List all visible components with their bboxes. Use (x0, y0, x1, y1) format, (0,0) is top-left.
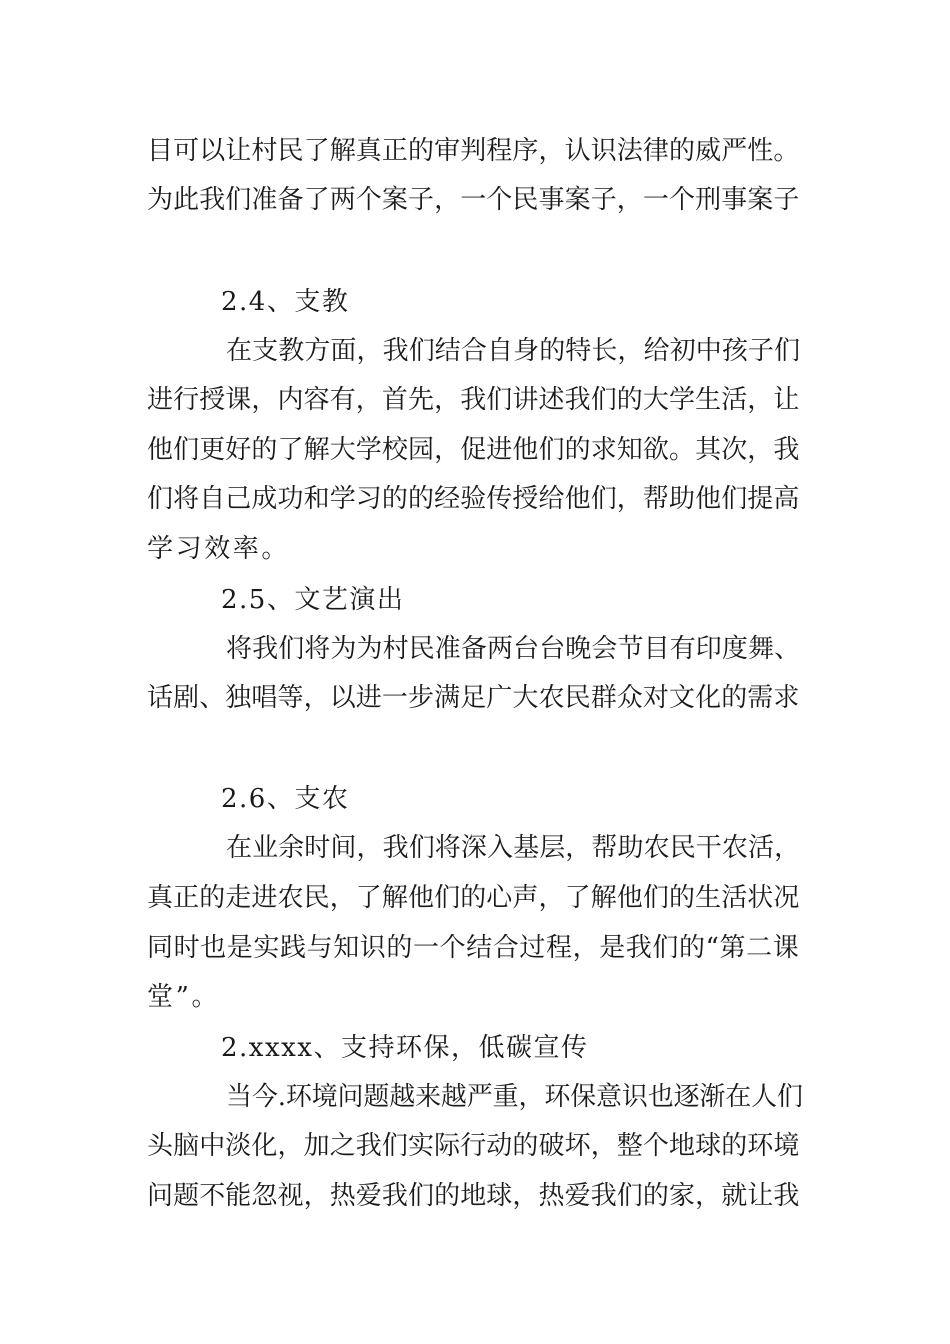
text-line: 真正的走进农民，了解他们的心声，了解他们的生活状况 (147, 883, 800, 913)
text-line: 当今.环境问题越来越严重，环保意识也逐渐在人们 (226, 1082, 803, 1112)
text-line: 在支教方面，我们结合自身的特长，给初中孩子们 (226, 336, 801, 366)
text-line: 学习效率。 (147, 534, 291, 564)
text-line: 堂”。 (147, 982, 221, 1012)
text-line: 们将自己成功和学习的的经验传授给他们，帮助他们提高 (147, 484, 800, 514)
text-line: 在业余时间，我们将深入基层，帮助农民干农活， (226, 833, 801, 863)
text-line: 将我们将为为村民准备两台台晚会节目有印度舞、 (226, 634, 801, 664)
section-heading-2-4: 2.4、支教 (221, 287, 350, 317)
text-line: 头脑中淡化，加之我们实际行动的破坏，整个地球的环境 (147, 1131, 800, 1161)
section-heading-2-xxxx: 2.xxxx、支持环保，低碳宣传 (221, 1033, 589, 1063)
text-line: 他们更好的了解大学校园，促进他们的求知欲。其次，我 (147, 435, 800, 465)
text-line: 目可以让村民了解真正的审判程序，认识法律的威严性。 (147, 136, 800, 166)
text-line: 进行授课，内容有，首先，我们讲述我们的大学生活，让 (147, 385, 800, 415)
text-line: 问题不能忽视，热爱我们的地球，热爱我们的家，就让我 (147, 1181, 800, 1211)
text-line: 话剧、独唱等，以进一步满足广大农民群众对文化的需求 (147, 683, 800, 713)
text-line: 为此我们准备了两个案子，一个民事案子，一个刑事案子 (147, 185, 800, 215)
text-line: 同时也是实践与知识的一个结合过程，是我们的“第二课 (147, 933, 800, 963)
section-heading-2-5: 2.5、文艺演出 (221, 585, 405, 615)
section-heading-2-6: 2.6、支农 (221, 784, 350, 814)
